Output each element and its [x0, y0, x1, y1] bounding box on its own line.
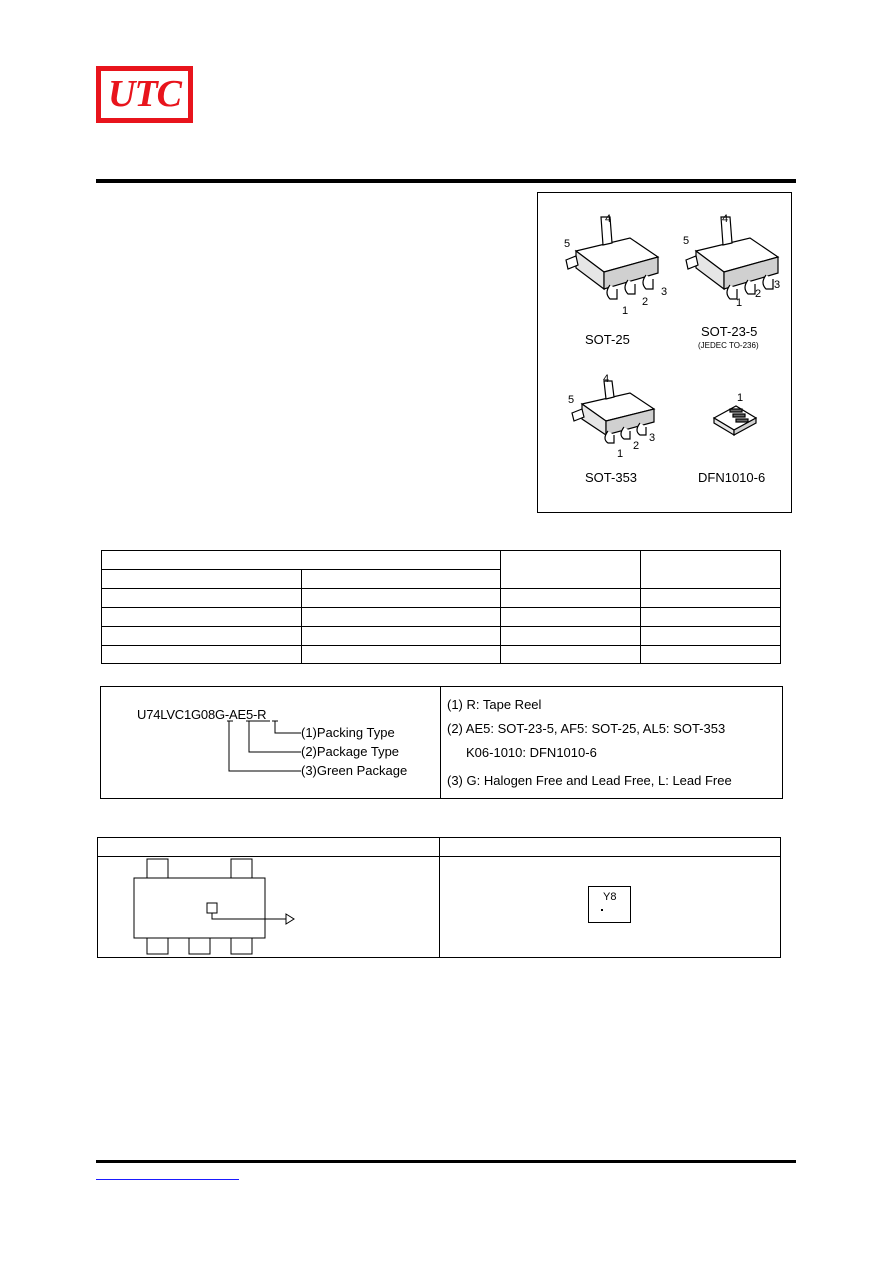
note-package: (2) AE5: SOT-23-5, AF5: SOT-25, AL5: SOT-353 [447, 721, 726, 736]
dfn1010-6-label: DFN1010-6 [698, 470, 766, 485]
sot-353-pin-2: 2 [633, 440, 640, 452]
table-row [102, 608, 781, 627]
sot-25-pin-3: 3 [661, 286, 668, 298]
ordering-information-table [101, 550, 781, 664]
sot-25-pin-1: 1 [622, 305, 629, 317]
note-green: (3) G: Halogen Free and Lead Free, L: Lead Free [447, 773, 732, 788]
divider [440, 687, 441, 798]
sot-25-pin-5: 5 [564, 238, 571, 250]
marking-table [97, 837, 781, 958]
website-link-underline[interactable] [96, 1179, 239, 1180]
table-cell [102, 570, 302, 589]
logo-text: UTC [108, 73, 181, 115]
column-divider [439, 838, 440, 957]
sot-marking-diagram [98, 838, 438, 957]
sot-353-pin-5: 5 [568, 394, 575, 406]
table-cell [301, 570, 501, 589]
sot-353-pin-3: 3 [649, 432, 656, 444]
dfn-marking-diagram [588, 886, 631, 923]
table-cell [641, 551, 781, 589]
dfn1010-6-drawing [714, 406, 756, 435]
sot-23-5-pin-2: 2 [755, 288, 762, 300]
table-cell [102, 551, 501, 570]
sot-23-5-drawing [686, 217, 781, 299]
sot-23-5-pin-1: 1 [736, 297, 743, 309]
dfn-marking-code: Y8 [603, 891, 617, 903]
decoder-lines [101, 687, 440, 798]
sot-23-5-label: SOT-23-5 [701, 324, 758, 339]
sot-23-5-pin-5: 5 [683, 235, 690, 247]
table-row [102, 627, 781, 646]
legend-green-package: (3)Green Package [301, 763, 408, 778]
sot-25-pin-4: 4 [605, 213, 612, 225]
sot-23-5-pin-3: 3 [774, 279, 781, 291]
sot-25-drawing [566, 217, 658, 299]
table-cell [501, 551, 641, 589]
part-number-decoder [100, 686, 783, 799]
pin1-dot [601, 909, 603, 911]
sot-23-5-note: (JEDEC TO-236) [698, 341, 759, 350]
sot-23-5-pin-4: 4 [722, 213, 729, 225]
sot-353-drawing [572, 381, 654, 443]
legend-package-type: (2)Package Type [301, 744, 400, 759]
sot-25-pin-2: 2 [642, 296, 649, 308]
table-row [102, 589, 781, 608]
footer-rule [96, 1160, 796, 1163]
note-package-dfn: K06-1010: DFN1010-6 [466, 745, 597, 760]
header-rule [96, 179, 796, 183]
sot-353-pin-1: 1 [617, 448, 624, 460]
sot-353-pin-4: 4 [603, 373, 610, 385]
dfn1010-6-pin-1: 1 [737, 392, 744, 404]
sot-353-label: SOT-353 [585, 470, 638, 485]
package-drawings [537, 192, 792, 513]
legend-packing-type: (1)Packing Type [301, 725, 395, 740]
table-row [102, 646, 781, 664]
package-illustrations [538, 193, 791, 512]
sot-25-label: SOT-25 [585, 332, 630, 347]
utc-logo [96, 66, 193, 123]
part-number: U74LVC1G08G-AE5-R [137, 707, 267, 722]
note-packing: (1) R: Tape Reel [447, 697, 542, 712]
